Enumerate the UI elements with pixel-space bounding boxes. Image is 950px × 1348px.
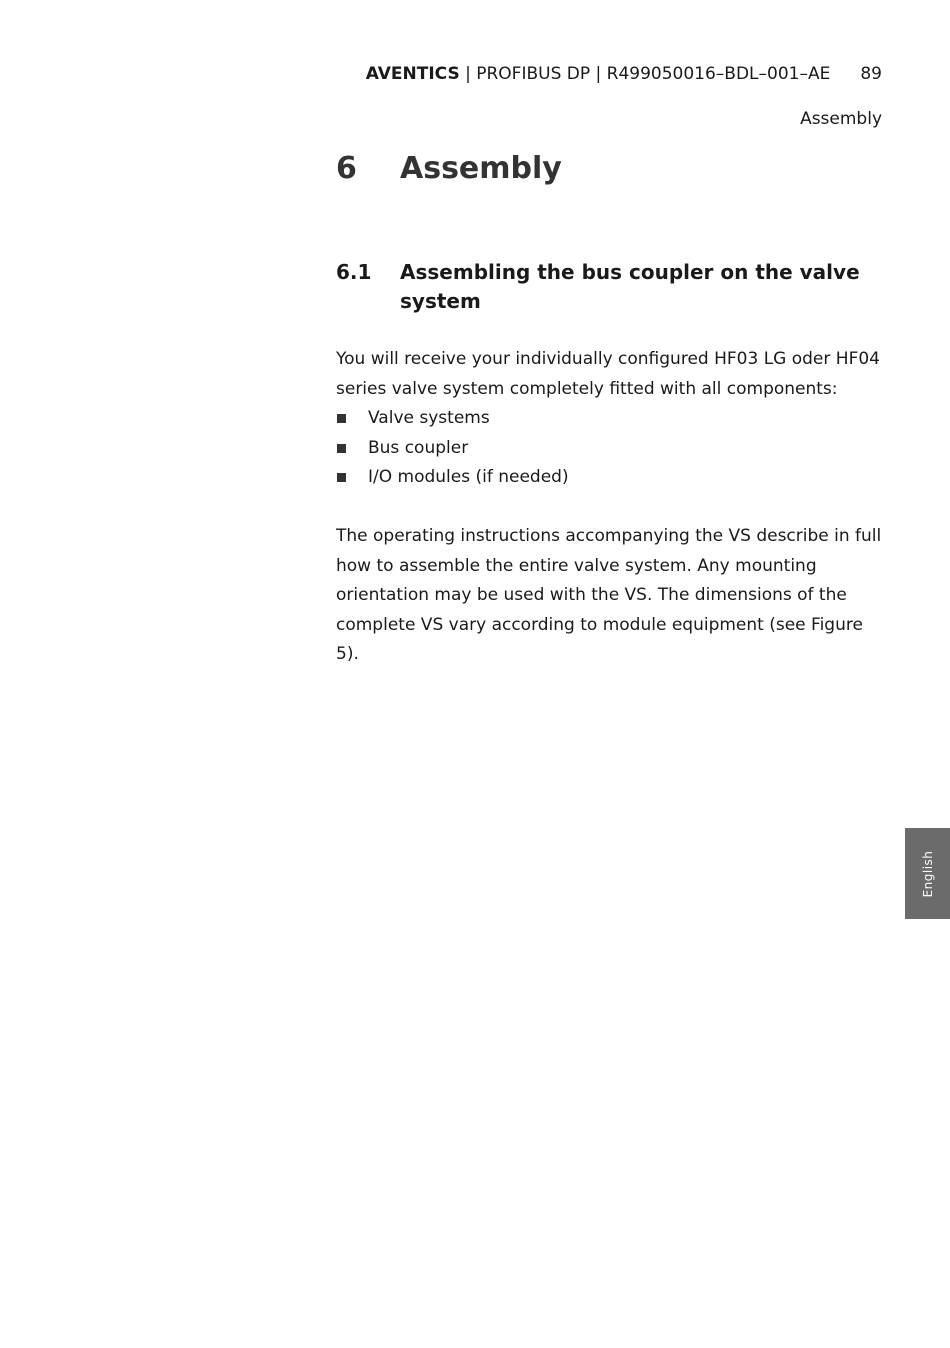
chapter-title: Assembly (400, 151, 562, 186)
running-header (330, 63, 882, 85)
chapter-number: 6 (336, 151, 357, 186)
square-bullet-icon (337, 444, 346, 453)
square-bullet-icon (337, 414, 346, 423)
subsection-title: Assembling the bus coupler on the valve system (400, 260, 860, 313)
language-tab (905, 828, 950, 919)
language-tab-label: English (920, 850, 935, 897)
list-item (336, 463, 884, 493)
chapter-heading (336, 150, 562, 188)
subsection-heading (336, 258, 882, 316)
page-number: 89 (860, 64, 882, 84)
list-item-text: Bus coupler (368, 437, 469, 458)
list-item (336, 404, 884, 434)
list-item (336, 434, 884, 464)
intro-paragraph: You will receive your individually configured HF03 LG oder HF04 series valve system completely fitted with all components: (336, 349, 880, 399)
list-item-text: I/O modules (if needed) (368, 467, 569, 488)
square-bullet-icon (337, 473, 346, 482)
list-item-text: Valve systems (368, 408, 490, 428)
document-reference: | PROFIBUS DP | R499050016–BDL–001–AE (459, 64, 831, 84)
running-section-label: Assembly (800, 109, 882, 129)
instructions-paragraph: The operating instructions accompanying the VS describe in full how to assemble the entire valve system. Any mounting orientation may be used with the VS. The dimensions of the complete VS vary according to module equipment (see Figure 5). (336, 526, 882, 665)
component-list (336, 404, 884, 493)
subsection-number: 6.1 (336, 260, 372, 284)
brand-name: AVENTICS (365, 64, 460, 84)
